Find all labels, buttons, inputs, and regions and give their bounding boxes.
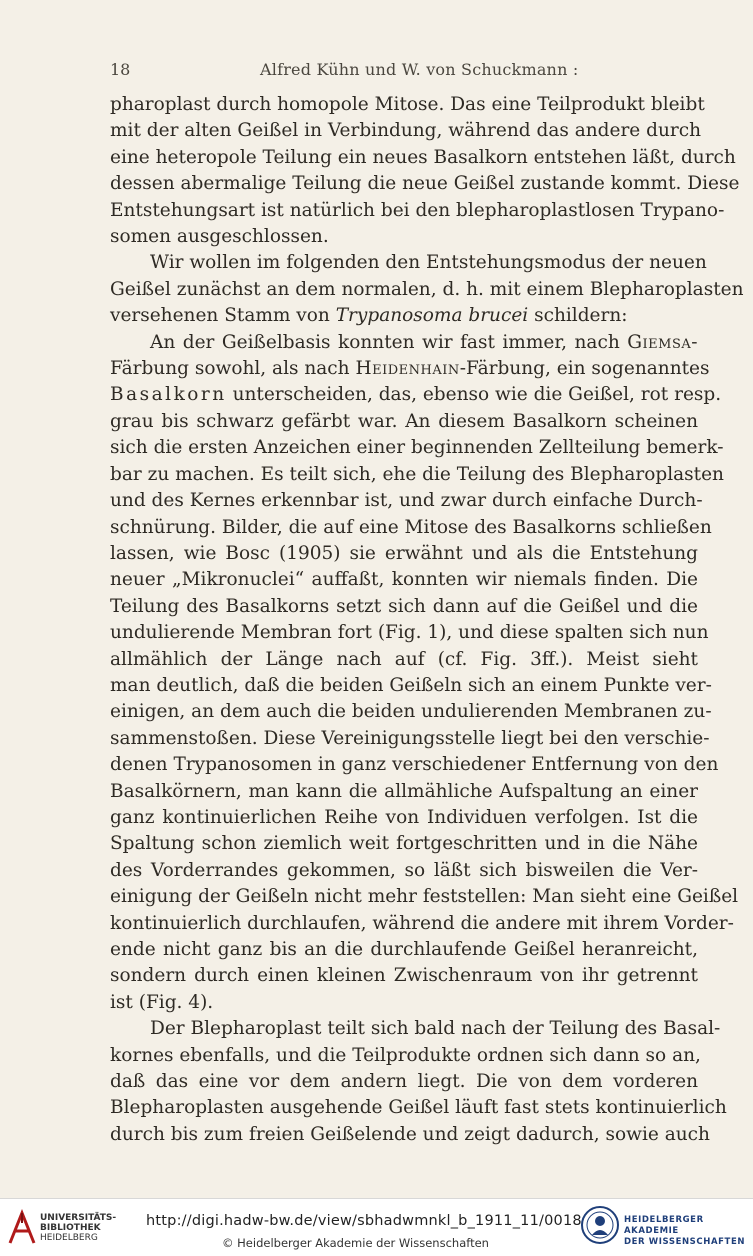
academy-name: HEIDELBERGER AKADEMIE DER WISSENSCHAFTEN (624, 1215, 746, 1247)
text-line: pharoplast durch homopole Mitose. Das eine Teilprodukt bleibt (110, 94, 705, 115)
permalink-url[interactable]: http://digi.hadw-bw.de/view/sbhadwmnkl_b_1911_11/0018 (146, 1213, 582, 1229)
text-line: kornes ebenfalls, und die Teilprodukte ordnen sich dann so an, (110, 1044, 701, 1066)
text-line: Teilung des Basalkorns setzt sich dann auf die Geißel und die (110, 595, 698, 617)
text-line: dessen abermalige Teilung die neue Geißel zustande kommt. Diese (110, 173, 740, 195)
text-line: Blepharoplasten ausgehende Geißel läuft fast stets kontinuierlich (110, 1097, 727, 1119)
term-basalkorn: Basalkorn (110, 384, 227, 406)
university-library-logo[interactable] (8, 1207, 138, 1249)
text-line: An der Geißelbasis konnten wir fast immer, nach Giemsa- (150, 331, 698, 353)
text-line: denen Trypanosomen in ganz verschiedener Entfernung von den (110, 754, 719, 776)
text-line: ist (Fig. 4). (110, 991, 214, 1013)
viewer-footer (0, 1198, 753, 1256)
text-line: schnürung. Bilder, die auf eine Mitose des Basalkorns schließen (110, 516, 712, 538)
text-line: Entstehungsart ist natürlich bei den blepharoplastlosen Trypano- (110, 199, 725, 221)
text-line: Wir wollen im folgenden den Entstehungsmodus der neuen (150, 252, 707, 274)
running-head (110, 60, 698, 84)
academy-seal-icon (580, 1205, 620, 1245)
text-line: Basalkörnern, man kann die allmähliche Aufspaltung an einer (110, 780, 698, 802)
text-line: ende nicht ganz bis an die durchlaufende Geißel heranreicht, (110, 939, 698, 960)
text-line: man deutlich, daß die beiden Geißeln sich an einem Punkte ver- (110, 674, 712, 696)
text-line: Färbung sowohl, als nach Heidenhain-Färbung, ein sogenanntes (110, 358, 710, 380)
text-line: daß das eine vor dem andern liegt. Die von dem vorderen (110, 1071, 698, 1093)
text-line: sondern durch einen kleinen Zwischenraum von ihr getrennt (110, 965, 698, 987)
library-mark-icon (8, 1209, 36, 1245)
page-number: 18 (110, 60, 131, 79)
text-line: des Vorderrandes gekommen, so läßt sich bisweilen die Ver- (110, 859, 698, 881)
text-line: grau bis schwarz gefärbt war. An diesem Basalkorn scheinen (110, 410, 698, 432)
species-name: Trypanosoma brucei (335, 305, 529, 327)
text-line: Basalkorn unterscheiden, das, ebenso wie die Geißel, rot resp. (110, 384, 722, 406)
body-text (110, 92, 744, 1148)
text-line: eine heteropole Teilung ein neues Basalkorn entstehen läßt, durch (110, 146, 736, 168)
text-line: einigen, an dem auch die beiden undulierenden Membranen zu- (110, 701, 712, 723)
author-heidenhain: Heidenhain (355, 358, 460, 380)
academy-logo[interactable] (580, 1205, 750, 1251)
text-line: allmählich der Länge nach auf (cf. Fig. 3ff.). Meist sieht (110, 648, 698, 670)
text-line: kontinuierlich durchlaufen, während die andere mit ihrem Vorder- (110, 912, 734, 934)
running-title: Alfred Kühn und W. von Schuckmann : (260, 60, 579, 79)
library-name: UNIVERSITÄTS- BIBLIOTHEK HEIDELBERG (40, 1213, 117, 1243)
author-giemsa: Giemsa- (627, 331, 698, 353)
text-line: mit der alten Geißel in Verbindung, während das andere durch (110, 120, 702, 142)
text-line: undulierende Membran fort (Fig. 1), und diese spalten sich nun (110, 622, 709, 644)
text-line: somen ausgeschlossen. (110, 226, 329, 248)
text-line: sich die ersten Anzeichen einer beginnenden Zellteilung bemerk- (110, 437, 724, 459)
text-line: versehenen Stamm von Trypanosoma brucei schildern: (110, 305, 628, 327)
text-line: einigung der Geißeln nicht mehr feststellen: Man sieht eine Geißel (110, 886, 739, 908)
text-line: Spaltung schon ziemlich weit fortgeschritten und in die Nähe (110, 833, 698, 855)
text-line: Geißel zunächst an dem normalen, d. h. mit einem Blepharoplasten (110, 278, 744, 300)
text-line: sammenstoßen. Diese Vereinigungsstelle liegt bei den verschie- (110, 727, 710, 749)
text-line: durch bis zum freien Geißelende und zeigt dadurch, sowie auch (110, 1123, 710, 1145)
text-line: ganz kontinuierlichen Reihe von Individuen verfolgen. Ist die (110, 806, 698, 828)
copyright-notice: © Heidelberger Akademie der Wissenschaften (222, 1236, 489, 1250)
text-line: Der Blepharoplast teilt sich bald nach der Teilung des Basal- (150, 1018, 721, 1040)
text-line: und des Kernes erkennbar ist, und zwar durch einfache Durch- (110, 490, 703, 512)
text-line: neuer „Mikronuclei“ auffaßt, konnten wir niemals finden. Die (110, 569, 698, 591)
text-line: lassen, wie Bosc (1905) sie erwähnt und als die Entstehung (110, 542, 698, 564)
text-line: bar zu machen. Es teilt sich, ehe die Teilung des Blepharoplasten (110, 463, 724, 485)
